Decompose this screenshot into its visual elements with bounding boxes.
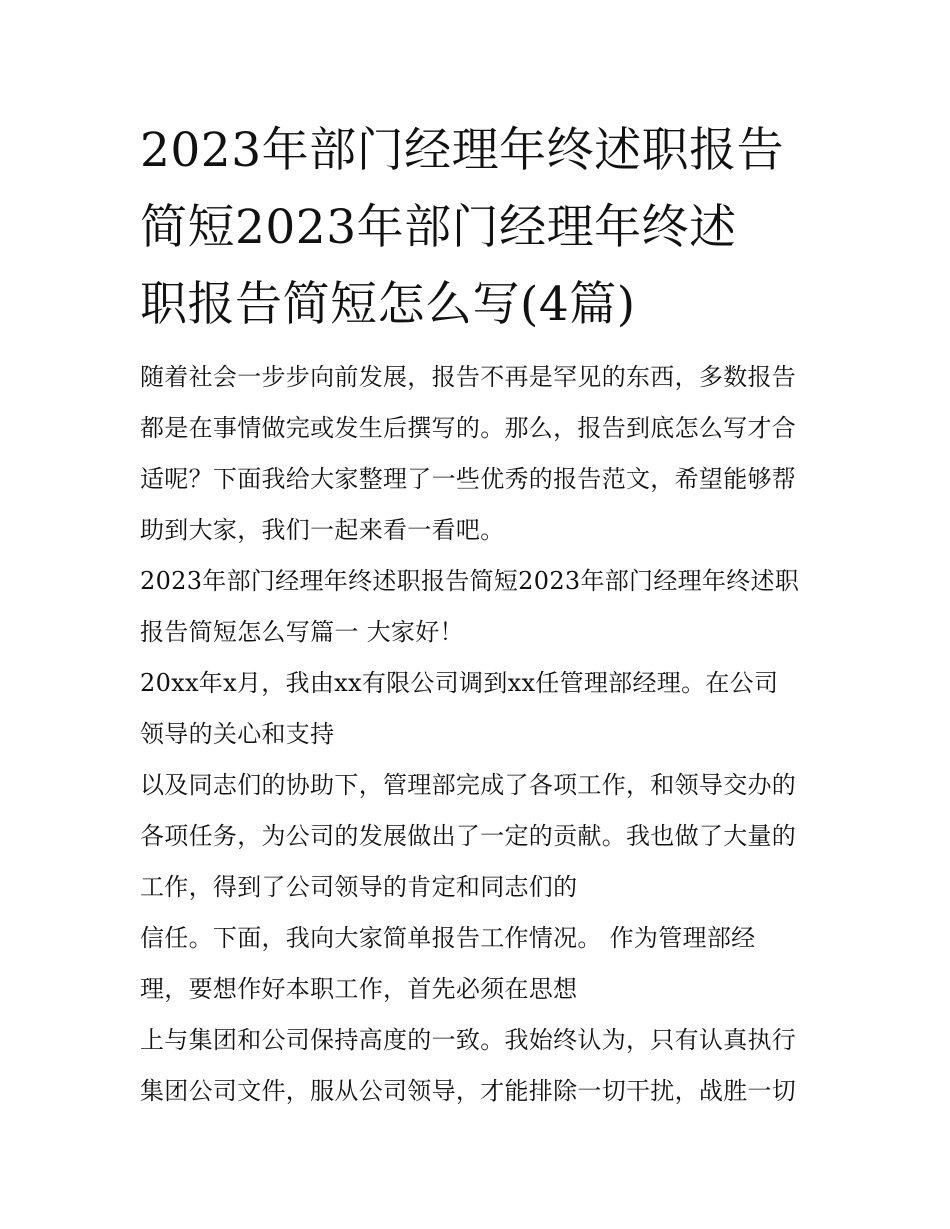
body-line: 上与集团和公司保持高度的一致。我始终认为，只有认真执行 [140,1026,797,1054]
body-line: 随着社会一步步向前发展，报告不再是罕见的东西，多数报告 [140,363,797,391]
document-body [140,352,830,1117]
title-line: 2023年部门经理年终述职报告 [140,123,785,178]
body-line: 工作，得到了公司领导的肯定和同志们的 [140,873,578,901]
body-line: 领导的关心和支持 [140,720,335,748]
body-line: 适呢？下面我给大家整理了一些优秀的报告范文，希望能够帮 [140,465,797,493]
body-line: 理，要想作好本职工作，首先必须在思想 [140,975,578,1003]
title-line: 职报告简短怎么写(4篇) [140,277,636,332]
body-line: 集团公司文件，服从公司领导，才能排除一切干扰，战胜一切 [140,1077,797,1105]
body-line: 都是在事情做完或发生后撰写的。那么，报告到底怎么写才合 [140,414,797,442]
body-line: 信任。下面，我向大家简单报告工作情况。 作为管理部经 [140,924,756,952]
body-line: 报告简短怎么写篇一 大家好！ [140,618,464,646]
document-title [140,112,820,343]
body-line: 各项任务，为公司的发展做出了一定的贡献。我也做了大量的 [140,822,797,850]
title-line: 简短2023年部门经理年终述 [140,200,737,255]
body-line: 20xx年x月，我由xx有限公司调到xx任管理部经理。在公司 [140,669,779,697]
body-line: 助到大家，我们一起来看一看吧。 [140,516,505,544]
body-line: 以及同志们的协助下，管理部完成了各项工作，和领导交办的 [140,771,797,799]
body-line: 2023年部门经理年终述职报告简短2023年部门经理年终述职 [140,567,800,595]
